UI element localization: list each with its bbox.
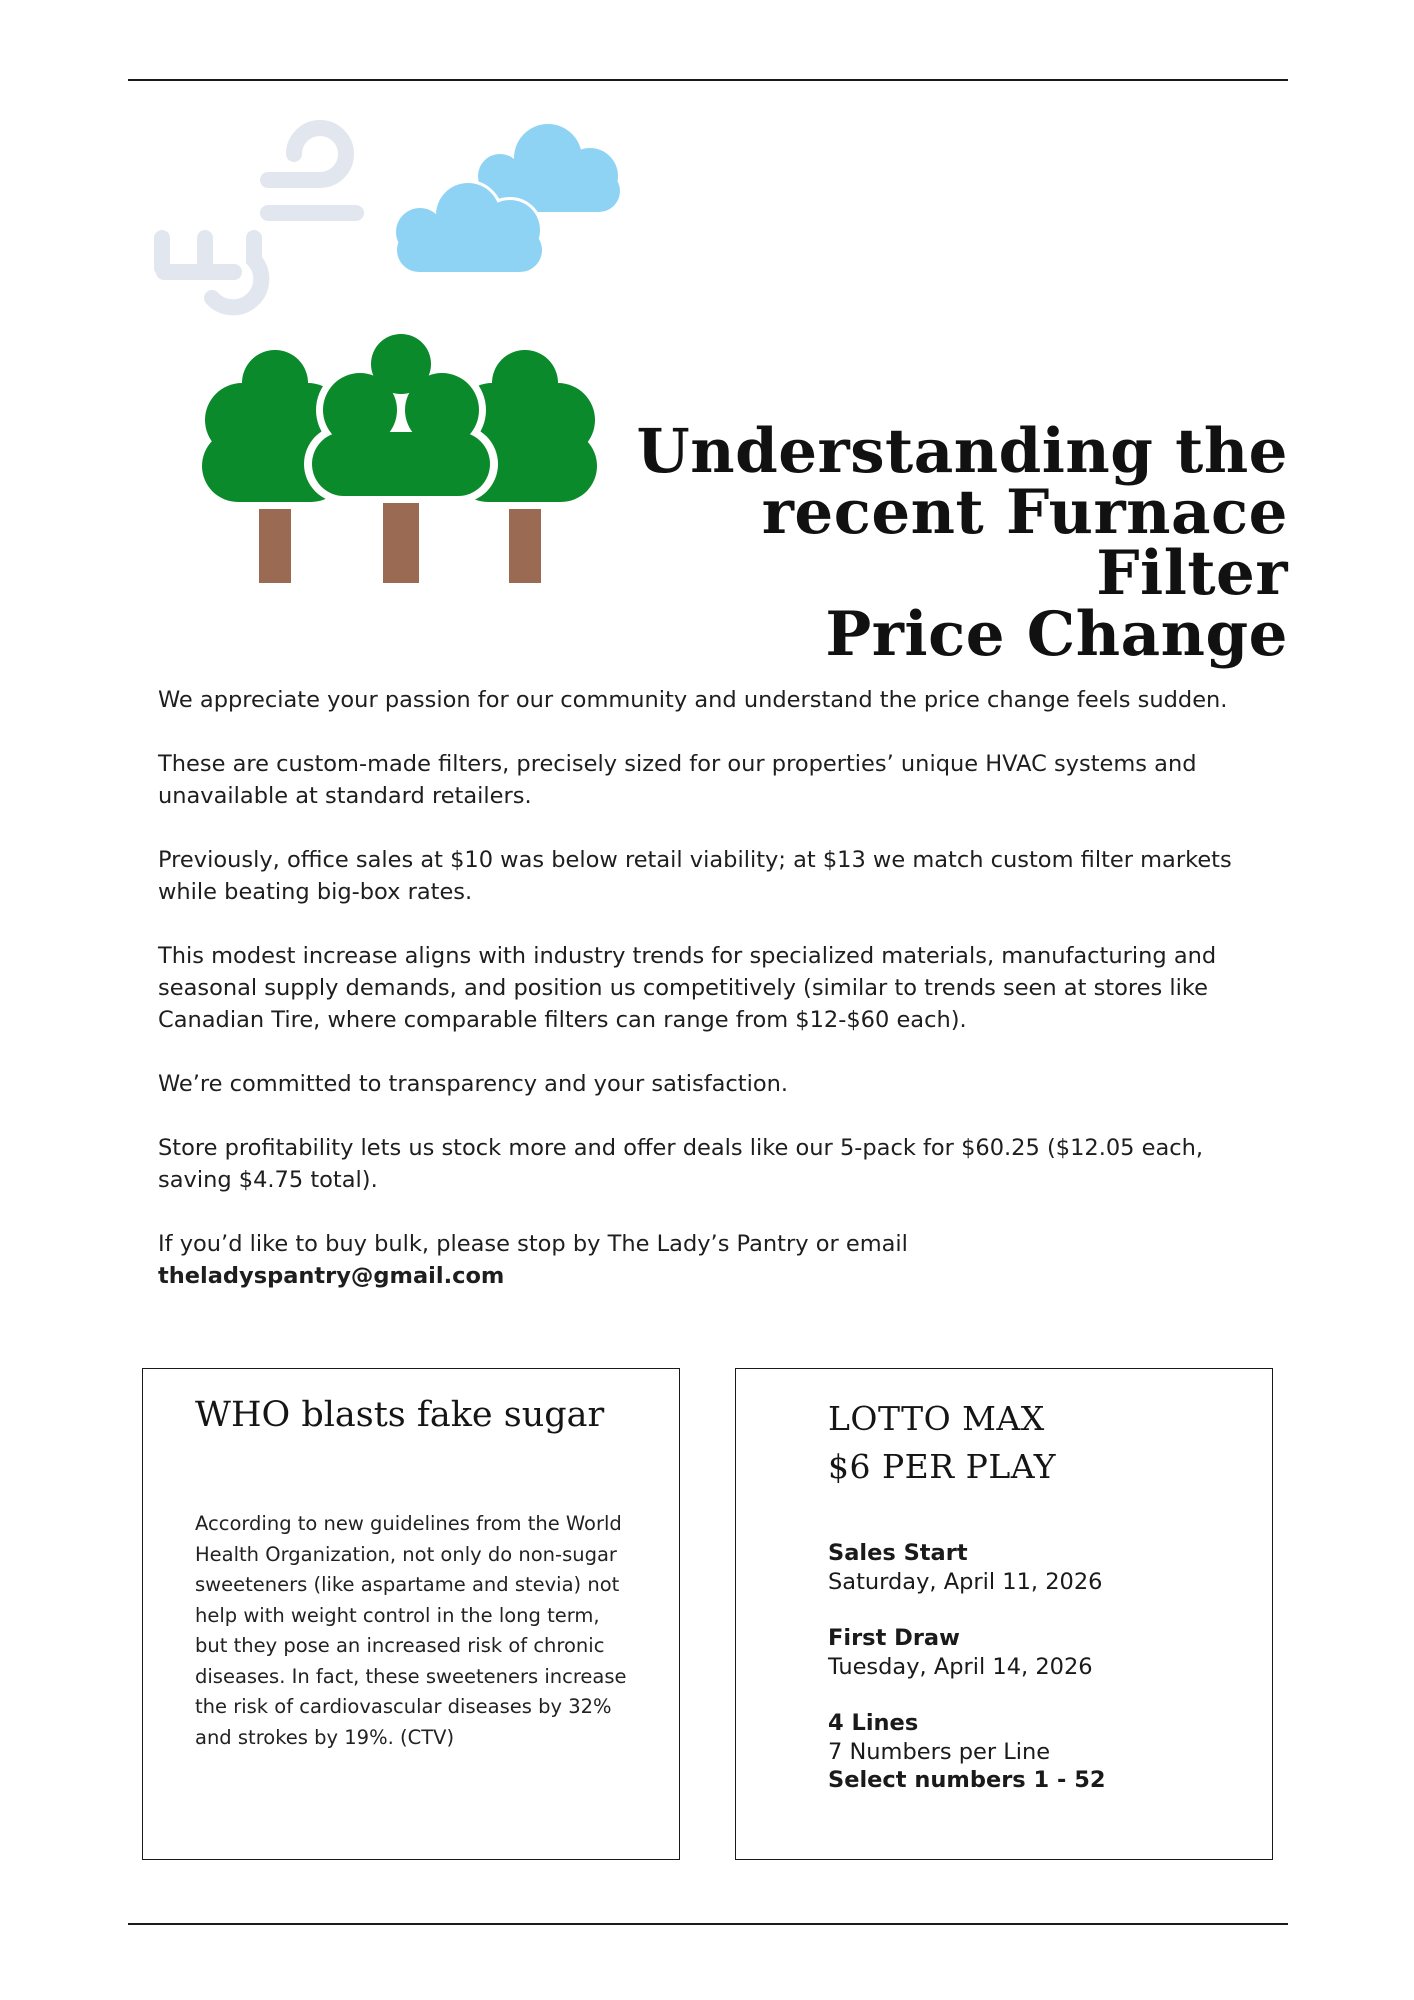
- paragraph: We appreciate your passion for our community and understand the price change feels sudden.: [158, 687, 1228, 713]
- lotto-price: $6 PER PLAY: [828, 1447, 1057, 1486]
- lotto-max-box: [735, 1368, 1273, 1860]
- title-line: Understanding the: [636, 415, 1288, 487]
- paragraph: These are custom-made filters, precisely sized for our properties’ unique HVAC systems and unavailable at standard retailers.: [158, 751, 1197, 809]
- first-draw-value: Tuesday, April 14, 2026: [828, 1653, 1093, 1680]
- article-body: [158, 684, 1278, 1292]
- sales-start-value: Saturday, April 11, 2026: [828, 1568, 1103, 1595]
- top-divider: [128, 79, 1288, 81]
- title-line: recent Furnace Filter: [761, 476, 1288, 609]
- lines-label: 4 Lines: [828, 1710, 919, 1736]
- page-title: [568, 415, 1288, 670]
- contact-text: If you’d like to buy bulk, please stop by The Lady’s Pantry or email: [158, 1231, 908, 1257]
- first-draw-group: [828, 1624, 1248, 1681]
- paragraph-contact: [158, 1228, 1278, 1292]
- lotto-heading: [828, 1395, 1056, 1491]
- wind-icon: [162, 128, 356, 307]
- tree-icon-center: [304, 326, 498, 503]
- paragraph: Previously, office sales at $10 was below retail viability; at $13 we match custom filter markets while beating big-box rates.: [158, 847, 1232, 905]
- title-line: Price Change: [825, 598, 1288, 670]
- sales-start-label: Sales Start: [828, 1540, 968, 1566]
- lotto-details: [828, 1539, 1248, 1795]
- who-text: According to new guidelines from the World Health Organization, not only do non-sugar sweeteners (like aspartame and stevia) not help with weight control in the long term, but they pose an increased risk of chronic diseases. In fact, these sweeteners increase the risk of cardiovascular diseases by 32% and strokes by 19%. (CTV): [195, 1512, 627, 1749]
- first-draw-label: First Draw: [828, 1625, 960, 1651]
- paragraph: Store profitability lets us stock more and offer deals like our 5-pack for $60.25 ($12.05 each, saving $4.75 total).: [158, 1135, 1204, 1193]
- sales-start-group: [828, 1539, 1248, 1596]
- lines-group: [828, 1709, 1248, 1795]
- who-heading: WHO blasts fake sugar: [195, 1395, 605, 1435]
- numbers-per-line: 7 Numbers per Line: [828, 1738, 1051, 1765]
- email-address[interactable]: theladyspantry@gmail.com: [158, 1263, 505, 1289]
- lotto-heading-line: LOTTO MAX: [828, 1399, 1045, 1438]
- paragraph: This modest increase aligns with industry trends for specialized materials, manufacturing and seasonal supply demands, and position us competitively (similar to trends seen at stores like Canadian Tire, where comparable filters can range from $12-$60 each).: [158, 943, 1217, 1033]
- select-numbers: Select numbers 1 - 52: [828, 1767, 1106, 1793]
- who-sugar-box: [142, 1368, 680, 1860]
- cloud-icon: [396, 124, 620, 272]
- bottom-divider: [128, 1923, 1288, 1925]
- tree-trunks: [259, 499, 541, 583]
- paragraph: We’re committed to transparency and your satisfaction.: [158, 1071, 789, 1097]
